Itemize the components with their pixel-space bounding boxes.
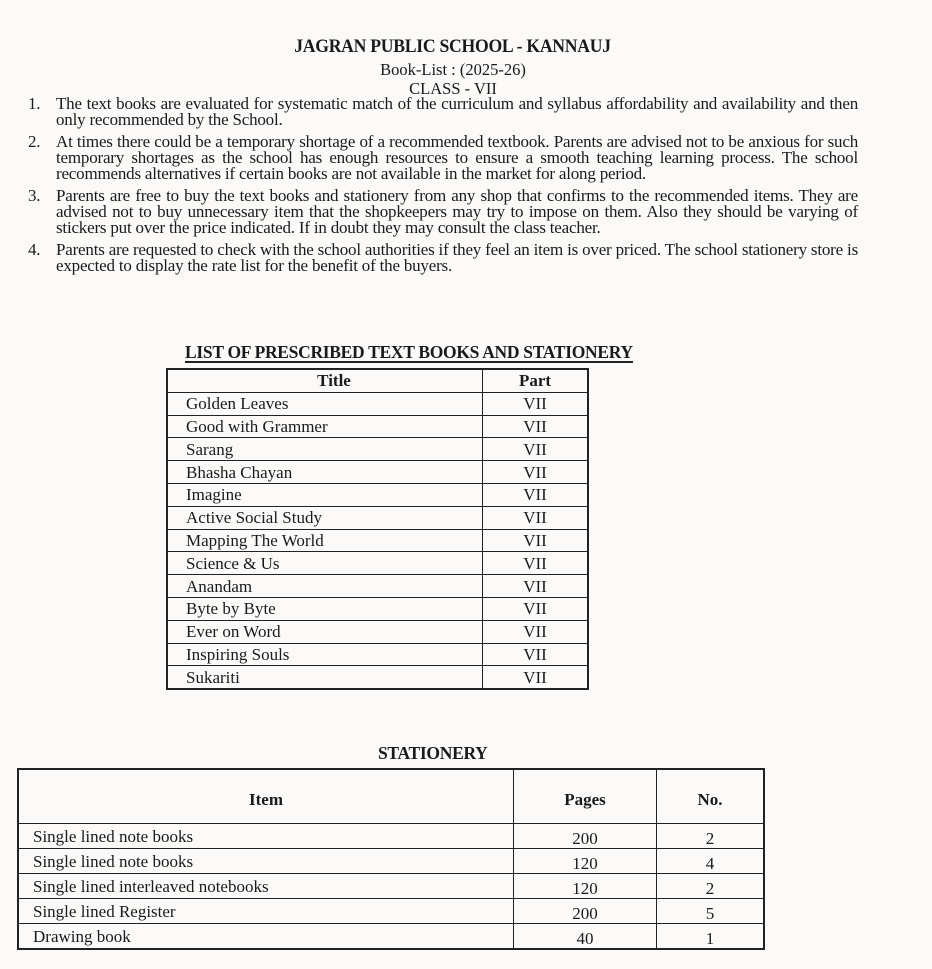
instruction-item [28,242,858,274]
item-name: Single lined interleaved notebooks [18,874,514,899]
textbooks-table [166,368,589,690]
item-name: Single lined Register [18,899,514,924]
item-quantity: 2 [657,874,765,899]
item-pages: 120 [514,874,657,899]
column-header-no: No. [657,769,765,824]
item-name: Single lined note books [18,849,514,874]
book-part: VII [483,643,589,666]
book-part: VII [483,392,589,415]
instruction-item [28,96,858,128]
book-part: VII [483,666,589,689]
book-part: VII [483,506,589,529]
table-row [18,924,764,950]
book-title: Sukariti [167,666,483,689]
item-pages: 200 [514,824,657,849]
item-quantity: 5 [657,899,765,924]
instruction-number: 4. [28,240,41,259]
item-pages: 120 [514,849,657,874]
instruction-text: Parents are free to buy the text books and stationery from any shop that confirms to the recommended items. They are advised not to buy unnecessary item that the shopkeepers may try to impose on them. Also they should be varying of stickers put over the price indicated. If in doubt they may consult the class teacher. [56,186,858,237]
table-row [167,438,588,461]
instructions-list [28,96,858,280]
table-row [18,849,764,874]
table-row [167,461,588,484]
table-row [18,899,764,924]
table-header-row [167,369,588,392]
book-title: Active Social Study [167,506,483,529]
table-row [167,643,588,666]
instruction-text: The text books are evaluated for systematic match of the curriculum and syllabus affordability and availability and then only recommended by the School. [56,94,858,129]
item-name: Drawing book [18,924,514,950]
book-title: Good with Grammer [167,415,483,438]
instruction-item [28,134,858,182]
instruction-number: 1. [28,94,41,113]
book-part: VII [483,552,589,575]
table-row [167,666,588,689]
book-part: VII [483,438,589,461]
book-title: Imagine [167,483,483,506]
book-list-year: Book-List : (2025-26) [380,60,526,79]
column-header-pages: Pages [514,769,657,824]
table-row [167,575,588,598]
book-part: VII [483,483,589,506]
stationery-table [17,768,765,950]
table-row [18,824,764,849]
instruction-text: At times there could be a temporary shortage of a recommended textbook. Parents are advised not to be anxious for such temporary shortages as the school has enough resources to ensure a smooth teaching learning process. The school recommends alternatives if certain books are not available in the market for along period. [56,132,858,183]
column-header-title: Title [167,369,483,392]
book-title: Byte by Byte [167,597,483,620]
class-label: CLASS - VII [409,79,497,98]
book-title: Anandam [167,575,483,598]
item-quantity: 4 [657,849,765,874]
book-title: Mapping The World [167,529,483,552]
table-row [167,597,588,620]
table-row [167,552,588,575]
book-title: Sarang [167,438,483,461]
table-row [167,392,588,415]
table-row [167,506,588,529]
table-row [167,483,588,506]
item-quantity: 2 [657,824,765,849]
book-part: VII [483,620,589,643]
column-header-item: Item [18,769,514,824]
item-name: Single lined note books [18,824,514,849]
school-name: JAGRAN PUBLIC SCHOOL - KANNAUJ [294,36,611,57]
book-part: VII [483,461,589,484]
books-section-title: LIST OF PRESCRIBED TEXT BOOKS AND STATIONERY [185,342,633,362]
book-part: VII [483,575,589,598]
column-header-part: Part [483,369,589,392]
book-part: VII [483,597,589,620]
instruction-number: 2. [28,132,41,151]
book-title: Bhasha Chayan [167,461,483,484]
book-title: Science & Us [167,552,483,575]
instruction-item [28,188,858,236]
stationery-section-title: STATIONERY [378,743,488,763]
table-row [167,529,588,552]
item-quantity: 1 [657,924,765,950]
book-title: Inspiring Souls [167,643,483,666]
item-pages: 40 [514,924,657,950]
table-row [167,415,588,438]
instruction-text: Parents are requested to check with the school authorities if they feel an item is over priced. The school stationery store is expected to display the rate list for the benefit of the buyers. [56,240,858,275]
book-title: Ever on Word [167,620,483,643]
table-row [18,874,764,899]
book-part: VII [483,529,589,552]
book-title: Golden Leaves [167,392,483,415]
item-pages: 200 [514,899,657,924]
document-header [0,36,900,99]
table-row [167,620,588,643]
book-part: VII [483,415,589,438]
instruction-number: 3. [28,186,41,205]
table-header-row [18,769,764,824]
